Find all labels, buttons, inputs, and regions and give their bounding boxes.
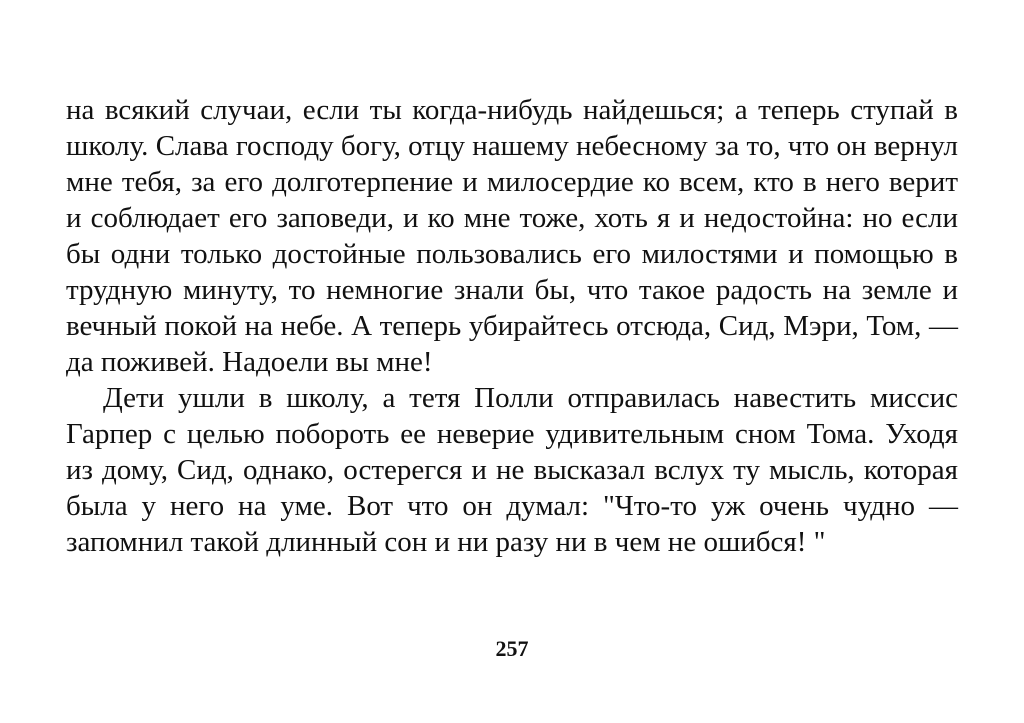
paragraph-2: Дети ушли в школу, а тетя Полли отправилась навестить миссис Гарпер с целью побороть ее неверие удивительным сном Тома. Уходя из дому, Сид, однако, остерегся и не высказал вслух ту мысль, которая была у него на уме. Вот что он думал: "Что-то уж очень чудно — запомнил такой длинный сон и ни разу ни в чем не ошибся! "	[66, 382, 958, 558]
paragraph-1: на всякий случаи, если ты когда-нибудь найдешься; а теперь ступай в школу. Слава господу богу, отцу нашему небесному за то, что он вернул мне тебя, за его долготерпение и милосердие ко всем, кто в него верит и соблюдает его заповеди, и ко мне тоже, хоть я и недостойна: но если бы одни только достойные пользовались его милостями и помощью в трудную минуту, то немногие знали бы, что такое радость на земле и вечный покой на небе. А теперь убирайтесь отсюда, Сид, Мэри, Том, — да поживей. Надоели вы мне!	[66, 94, 958, 378]
page-number: 257	[495, 636, 529, 661]
body-text	[66, 92, 958, 560]
